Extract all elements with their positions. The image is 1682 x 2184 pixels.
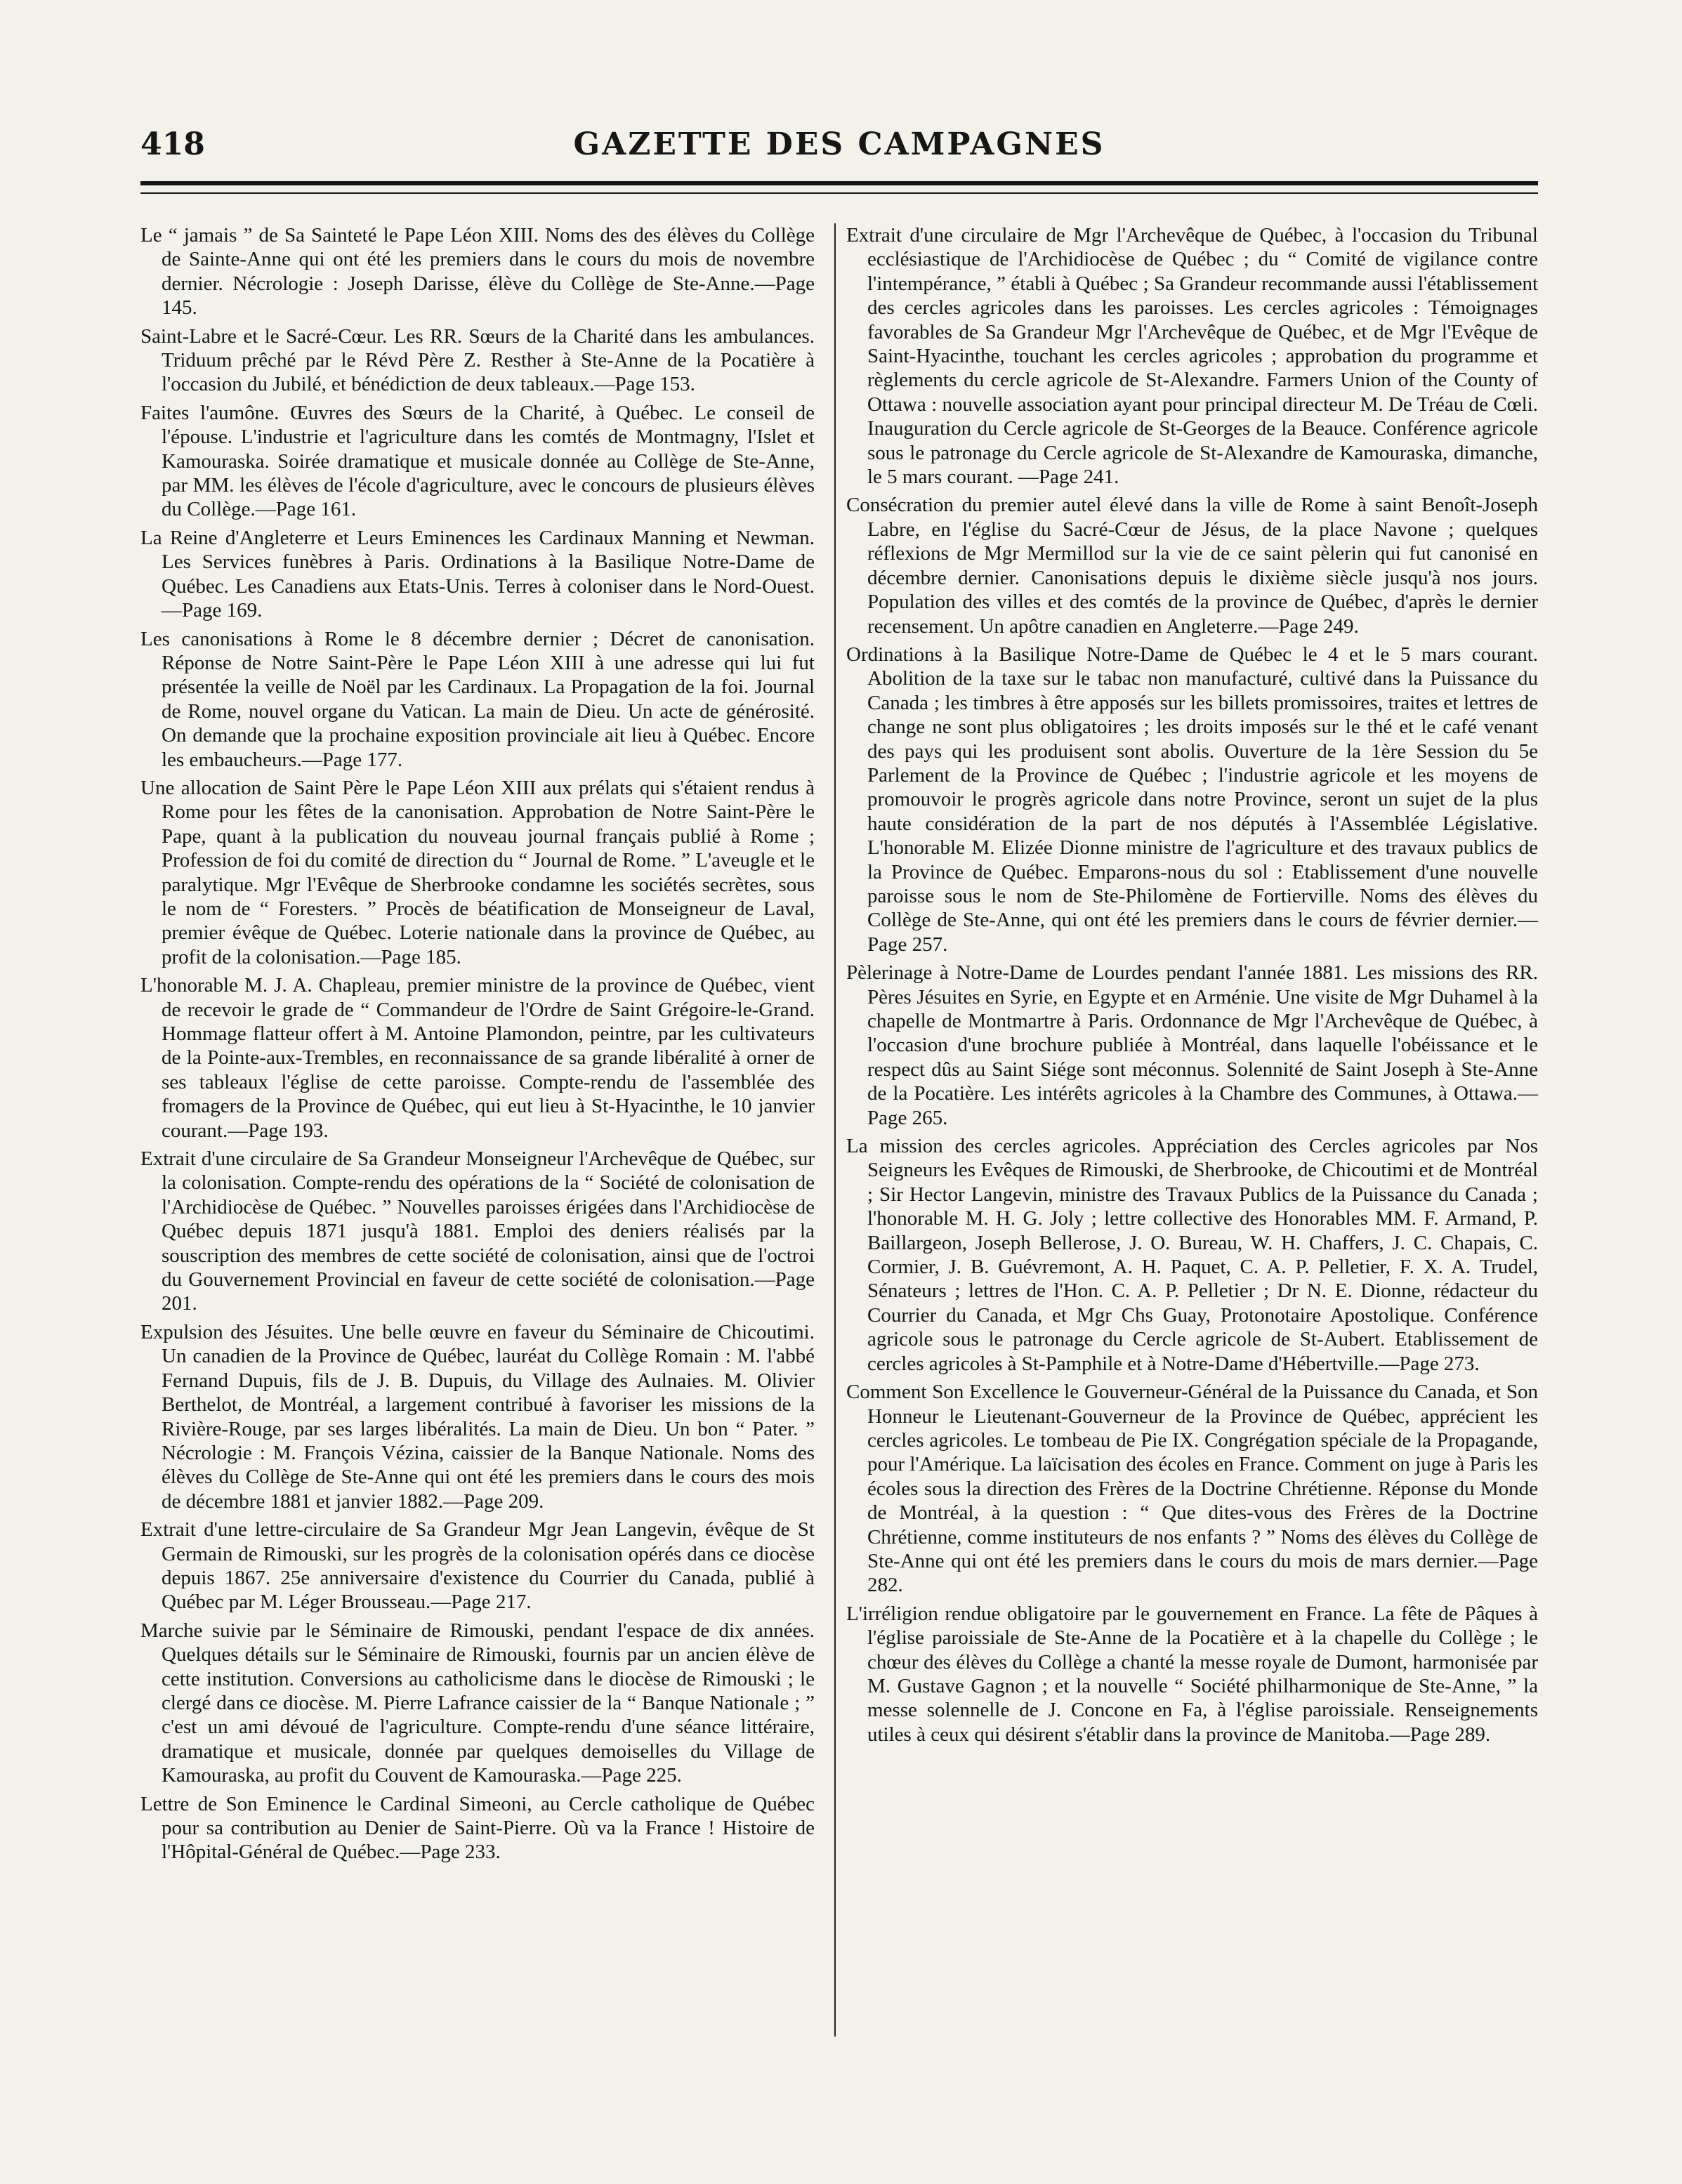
index-entry: Les canonisations à Rome le 8 décembre dernier ; Décret de canonisation. Réponse de Notre Saint-Père le Pape Léon XIII à une adresse qui lui fut présentée la veille de Noël par les Cardinaux. La Propagation de la foi. Journal de Rome, nouvel organe du Vatican. La main de Dieu. Un acte de générosité. On demande que la prochaine exposition provinciale ait lieu à Québec. Encore les embaucheurs.—Page 177. [140, 627, 815, 771]
index-entry: Le “ jamais ” de Sa Sainteté le Pape Léon XIII. Noms des des élèves du Collège de Sainte-Anne qui ont été les premiers dans le cours du mois de novembre dernier. Nécrologie : Joseph Darisse, élève du Collège de Ste-Anne.—Page 145. [140, 224, 815, 320]
index-entry: Extrait d'une lettre-circulaire de Sa Grandeur Mgr Jean Langevin, évêque de St Germain de Rimouski, sur les progrès de la colonisation opérés dans ce diocèse depuis 1867. 25e anniversaire d'existence du Courrier du Canada, publié à Québec par M. Léger Brousseau.—Page 217. [140, 1518, 815, 1614]
index-entry: Marche suivie par le Séminaire de Rimouski, pendant l'espace de dix années. Quelques détails sur le Séminaire de Rimouski, fournis par un ancien élève de cette institution. Conversions au catholicisme dans le diocèse de Rimouski ; le clergé dans ce diocèse. M. Pierre Lafrance caissier de la “ Banque Nationale ; ” c'est un ami dévoué de l'agriculture. Compte-rendu d'une séance littéraire, dramatique et musicale, donnée par quelques demoiselles du Village de Kamouraska, au profit du Couvent de Kamouraska.—Page 225. [140, 1619, 815, 1787]
running-title: GAZETTE DES CAMPAGNES [573, 126, 1105, 162]
index-entry: Saint-Labre et le Sacré-Cœur. Les RR. Sœurs de la Charité dans les ambulances. Triduum prêché par le Révd Père Z. Resther à Ste-Anne de la Pocatière à l'occasion du Jubilé, et bénédiction de deux tableaux.—Page 153. [140, 324, 815, 396]
header-rule-thin [140, 192, 1538, 194]
index-entry: La Reine d'Angleterre et Leurs Eminences les Cardinaux Manning et Newman. Les Services funèbres à Paris. Ordinations à la Basilique Notre-Dame de Québec. Les Canadiens aux Etats-Unis. Terres à coloniser dans le Nord-Ouest.—Page 169. [140, 526, 815, 622]
left-column [140, 223, 815, 1869]
index-entry: Comment Son Excellence le Gouverneur-Général de la Puissance du Canada, et Son Honneur le Lieutenant-Gouverneur de la Province de Québec, apprécient les cercles agricoles. Le tombeau de Pie IX. Congrégation spéciale de la Propagande, pour l'Amérique. La laïcisation des écoles en France. Comment on juge à Paris les écoles sous la direction des Frères de la Doctrine Chrétienne. Réponse du Monde de Montréal, à la question : “ Que dites-vous des Frères de la Doctrine Chrétienne, comme instituteurs de nos enfants ? ” Noms des élèves du Collège de Ste-Anne qui ont été les premiers dans le cours du mois de mars dernier.—Page 282. [846, 1381, 1538, 1597]
index-entry: Pèlerinage à Notre-Dame de Lourdes pendant l'année 1881. Les missions des RR. Pères Jésuites en Syrie, en Egypte et en Arménie. Une visite de Mgr Duhamel à la chapelle de Montmartre à Paris. Ordonnance de Mgr l'Archevêque de Québec, à l'occasion d'une brochure publiée à Montréal, dans laquelle l'obéissance et le respect dûs au Saint Siége sont méconnus. Solennité de Saint Joseph à Ste-Anne de la Pocatière. Les intérêts agricoles à la Chambre des Communes, à Ottawa.—Page 265. [846, 961, 1538, 1129]
index-entry: Expulsion des Jésuites. Une belle œuvre en faveur du Séminaire de Chicoutimi. Un canadien de la Province de Québec, lauréat du Collège Romain : M. l'abbé Fernand Dupuis, fils de J. B. Dupuis, du Village des Aulnaies. M. Olivier Berthelot, de Montréal, a largement contribué à favoriser les missions de la Rivière-Rouge, par ses larges libéralités. La main de Dieu. Un bon “ Pater. ” Nécrologie : M. François Vézina, caissier de la Banque Nationale. Noms des élèves du Collège de Ste-Anne qui ont été les premiers dans le cours des mois de décembre 1881 et janvier 1882.—Page 209. [140, 1320, 815, 1513]
index-entry: L'honorable M. J. A. Chapleau, premier ministre de la province de Québec, vient de recevoir le grade de “ Commandeur de l'Ordre de Saint Grégoire-le-Grand. Hommage flatteur offert à M. Antoine Plamondon, peintre, par les cultivateurs de la Pointe-aux-Trembles, en reconnaissance de sa grande libéralité à orner de ses tableaux l'église de cette paroisse. Compte-rendu de l'assemblée des fromagers de la Province de Québec, qui eut lieu à St-Hyacinthe, le 10 janvier courant.—Page 193. [140, 974, 815, 1142]
index-entry: Faites l'aumône. Œuvres des Sœurs de la Charité, à Québec. Le conseil de l'épouse. L'industrie et l'agriculture dans les comtés de Montmagny, l'Islet et Kamouraska. Soirée dramatique et musicale donnée au Collège de Ste-Anne, par MM. les élèves de l'école d'agriculture, avec le concours de plusieurs élèves du Collège.—Page 161. [140, 401, 815, 521]
index-entry: Consécration du premier autel élevé dans la ville de Rome à saint Benoît-Joseph Labre, en l'église du Sacré-Cœur de Jésus, de la place Navone ; quelques réflexions de Mgr Mermillod sur la vie de ce saint pèlerin qui fut canonisé en décembre dernier. Canonisations depuis le dixième siècle jusqu'à nos jours. Population des villes et des comtés de la province de Québec, d'après le dernier recensement. Un apôtre canadien en Angleterre.—Page 249. [846, 494, 1538, 638]
index-entry: Extrait d'une circulaire de Mgr l'Archevêque de Québec, à l'occasion du Tribunal ecclésiastique de l'Archidiocèse de Québec ; du “ Comité de vigilance contre l'intempérance, ” établi à Québec ; Sa Grandeur recommande aussi l'établissement des cercles agricoles dans les paroisses. Les cercles agricoles : Témoignages favorables de Sa Grandeur Mgr l'Archevêque de Québec, et de Mgr l'Evêque de Saint-Hyacinthe, touchant les cercles agricoles ; approbation du programme et règlements du cercle agricole de St-Alexandre. Farmers Union of the County of Ottawa : nouvelle association ayant pour principal directeur M. De Tréau de Cœli. Inauguration du Cercle agricole de St-Georges de la Beauce. Conférence agricole sous le patronage du Cercle agricole de St-Alexandre de Kamouraska, dimanche, le 5 mars courant. —Page 241. [846, 224, 1538, 489]
header-rule-thick [140, 181, 1538, 185]
page-header [140, 119, 1538, 169]
column-divider [834, 223, 836, 2037]
index-entry: La mission des cercles agricoles. Appréciation des Cercles agricoles par Nos Seigneurs les Evêques de Rimouski, de Sherbrooke, de Chicoutimi et de Montréal ; Sir Hector Langevin, ministre des Travaux Publics de la Puissance du Canada ; l'honorable M. H. G. Joly ; lettre collective des Honorables MM. F. Armand, P. Baillargeon, Joseph Bellerose, J. O. Bureau, W. H. Chaffers, J. C. Chapais, C. Cormier, J. B. Guévremont, A. H. Paquet, C. A. P. Pelletier, F. X. A. Trudel, Sénateurs ; lettres de l'Hon. C. A. P. Pelletier ; Dr N. E. Dionne, rédacteur du Courrier du Canada, et Mgr Chs Guay, Protonotaire Apostolique. Conférence agricole sous le patronage du Cercle agricole de St-Aubert. Etablissement de cercles agricoles à St-Pamphile et à Notre-Dame d'Hébertville.—Page 273. [846, 1135, 1538, 1375]
index-entry: L'irréligion rendue obligatoire par le gouvernement en France. La fête de Pâques à l'église paroissiale de Ste-Anne de la Pocatière et à la chapelle du Collège ; le chœur des élèves du Collège a chanté la messe royale de Dumont, harmonisée par M. Gustave Gagnon ; et la nouvelle “ Société philharmonique de Ste-Anne, ” la messe solennelle de J. Concone en Fa, à l'église paroissiale. Renseignements utiles à ceux qui désirent s'établir dans la province de Manitoba.—Page 289. [846, 1602, 1538, 1746]
index-entry: Extrait d'une circulaire de Sa Grandeur Monseigneur l'Archevêque de Québec, sur la colonisation. Compte-rendu des opérations de la “ Société de colonisation de l'Archidiocèse de Québec. ” Nouvelles paroisses érigées dans l'Archidiocèse de Québec depuis 1871 jusqu'à 1881. Emploi des deniers réalisés par la souscription des membres de cette société de colonisation, ainsi que de l'octroi du Gouvernement Provincial en faveur de cette société de colonisation.—Page 201. [140, 1147, 815, 1315]
right-column [846, 223, 1538, 1751]
index-entry: Ordinations à la Basilique Notre-Dame de Québec le 4 et le 5 mars courant. Abolition de la taxe sur le tabac non manufacturé, cultivé dans la Puissance du Canada ; les timbres à être apposés sur les billets promissoires, traites et lettres de change ne sont plus obligatoires ; les droits imposés sur le thé et le café venant des pays qui les produisent sont abolis. Ouverture de la 1ère Session du 5e Parlement de la Province de Québec ; l'industrie agricole et les moyens de promouvoir le progrès agricole dans notre Province, seront un sujet de la plus haute considération de la part de nos députés à l'Assemblée Législative. L'honorable M. Elizée Dionne ministre de l'agriculture et des travaux publics de la Province de Québec. Emparons-nous du sol : Etablissement d'une nouvelle paroisse sous le nom de Ste-Philomène de Fortierville. Noms des élèves du Collège de Ste-Anne, qui ont été les premiers dans le cours de février dernier.—Page 257. [846, 643, 1538, 956]
index-entry: Une allocation de Saint Père le Pape Léon XIII aux prélats qui s'étaient rendus à Rome pour les fêtes de la canonisation. Approbation de Notre Saint-Père le Pape, quant à la publication du nouveau journal français publié à Rome ; Profession de foi du comité de direction du “ Journal de Rome. ” L'aveugle et le paralytique. Mgr l'Evêque de Sherbrooke condamne les sociétés secrètes, sous le nom de “ Foresters. ” Procès de béatification de Monseigneur de Laval, premier évêque de Québec. Loterie nationale dans la province de Québec, au profit de la colonisation.—Page 185. [140, 776, 815, 968]
index-entry: Lettre de Son Eminence le Cardinal Simeoni, au Cercle catholique de Québec pour sa contribution au Denier de Saint-Pierre. Où va la France ! Histoire de l'Hôpital-Général de Québec.—Page 233. [140, 1792, 815, 1864]
page-number: 418 [140, 126, 205, 162]
